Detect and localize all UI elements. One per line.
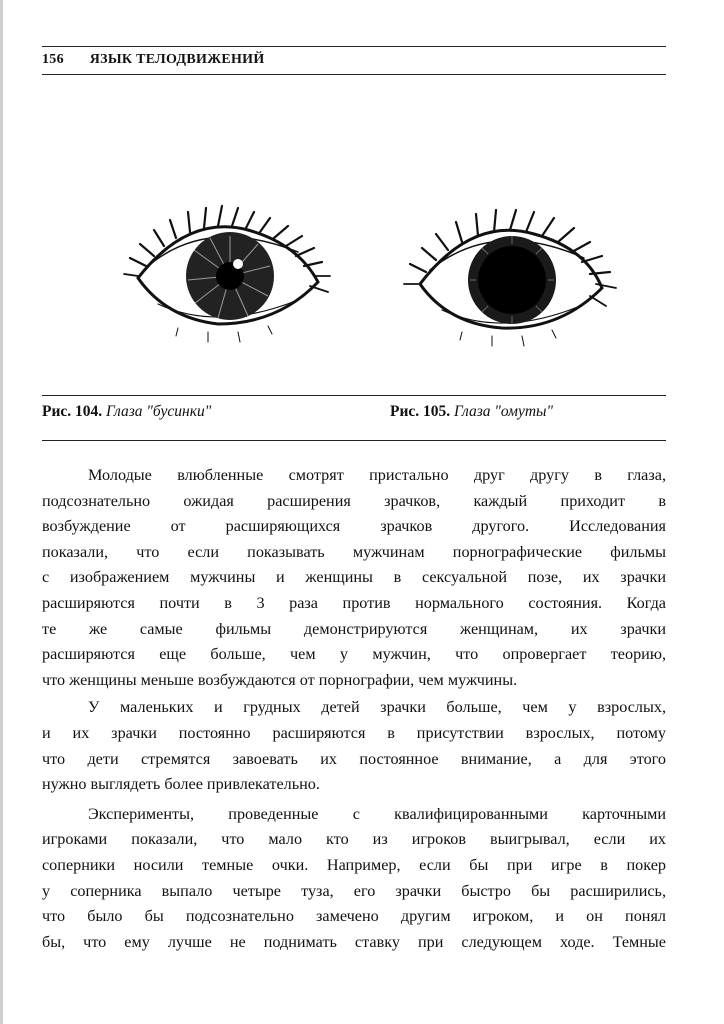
text-line: и их зрачки постоянно расширяются в присутствии взрослых, потому <box>42 723 666 742</box>
text-line: с изображением мужчины и женщины в сексуальной позе, их зрачки <box>42 568 666 587</box>
figure-105 <box>402 200 632 350</box>
text-line: нужно выглядеть более привлекательно. <box>42 775 320 794</box>
header-top-rule <box>42 46 666 47</box>
text-line: соперники носили темные очки. Например, если бы при игре в покер <box>42 855 666 874</box>
text-line: возбуждение от расширяющихся зрачков другого. Исследования <box>42 517 666 536</box>
text-line: У маленьких и грудных детей зрачки больше, чем у взрослых, <box>88 698 666 717</box>
caption-top-rule <box>42 395 666 396</box>
figure-104-caption <box>42 403 211 421</box>
text-line: подсознательно ожидая расширения зрачков, каждый приходит в <box>42 491 666 510</box>
text-line: показали, что если показывать мужчинам порнографические фильмы <box>42 542 666 561</box>
text-line: у соперника выпало четыре туза, его зрачки быстро бы расширились, <box>42 881 666 900</box>
figure-105-title: Глаза "омуты" <box>454 403 554 420</box>
figure-105-label: Рис. 105. <box>390 403 451 420</box>
text-line: Эксперименты, проведенные с квалифицированными карточными <box>88 804 666 823</box>
page-edge <box>0 0 3 1024</box>
text-line: те же самые фильмы демонстрируются женщинам, их зрачки <box>42 619 666 638</box>
header-bottom-rule <box>42 74 666 75</box>
figure-104-title: Глаза "бусинки" <box>106 403 212 420</box>
eye-dilated-pupil-illustration <box>402 200 632 350</box>
page-number: 156 <box>42 52 64 67</box>
paragraph-1 <box>42 463 666 693</box>
text-line: что женщины меньше возбуждаются от порнографии, чем мужчины. <box>42 670 518 689</box>
text-line: Молодые влюбленные смотрят пристально друг другу в глаза, <box>88 466 666 484</box>
running-header <box>42 52 666 68</box>
text-line: бы, что ему лучше не поднимать ставку при следующем ходе. Темные <box>42 932 666 951</box>
caption-bottom-rule <box>42 440 666 441</box>
text-line: что было бы подсознательно замечено другим игроком, и он понял <box>42 907 666 926</box>
eye-small-pupil-illustration <box>118 196 348 346</box>
body-text <box>42 463 666 955</box>
text-line: что дети стремятся завоевать их постоянное внимание, а для этого <box>42 749 666 768</box>
figure-104-label: Рис. 104. <box>42 403 103 420</box>
paragraph-3 <box>42 802 666 956</box>
text-line: расширяются еще больше, чем у мужчин, что опровергает теорию, <box>42 645 666 664</box>
running-title: ЯЗЫК ТЕЛОДВИЖЕНИЙ <box>89 52 265 67</box>
figure-104 <box>118 196 348 346</box>
text-line: расширяются почти в 3 раза против нормального состояния. Когда <box>42 593 666 612</box>
paragraph-2 <box>42 695 666 797</box>
text-line: игроками показали, что мало кто из игроков выигрывал, если их <box>42 830 666 849</box>
figure-105-caption <box>390 403 553 421</box>
